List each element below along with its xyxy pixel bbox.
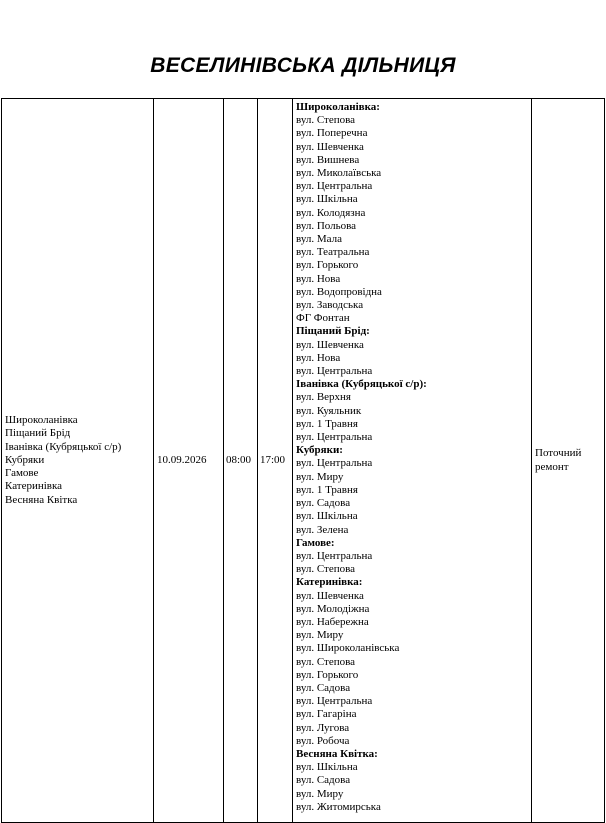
- street-item: вул. Колодязна: [296, 206, 366, 219]
- street-item: вул. Шевченка: [296, 589, 364, 602]
- street-item: вул. Мала: [296, 233, 342, 246]
- street-item: вул. Шкільна: [296, 761, 358, 774]
- settlements-cell: [2, 99, 154, 823]
- time-start-value: 08:00: [226, 453, 252, 466]
- street-item: вул. Центральна: [296, 180, 373, 193]
- street-item: вул. Центральна: [296, 431, 373, 444]
- settlements-list: [5, 414, 150, 506]
- street-item: вул. Садова: [296, 497, 351, 510]
- street-item: вул. Миру: [296, 470, 344, 483]
- street-item: вул. Куяльник: [296, 404, 362, 417]
- settlement-item: Катеринівка: [5, 480, 63, 493]
- street-item: вул. Широколанівська: [296, 642, 400, 655]
- work-type-cell: [532, 99, 605, 823]
- street-item: вул. Шевченка: [296, 338, 364, 351]
- village-heading: Іванівка (Кубряцької с/р):: [296, 378, 427, 391]
- street-item: вул. Центральна: [296, 457, 373, 470]
- work-type-value: Поточний ремонт: [535, 447, 582, 473]
- street-item: вул. Польова: [296, 219, 357, 232]
- table-row: [2, 99, 605, 823]
- village-heading: Весняна Квітка:: [296, 747, 378, 760]
- street-item: вул. Нова: [296, 272, 341, 285]
- street-item: вул. Миколаївська: [296, 167, 382, 180]
- street-item: вул. Горького: [296, 668, 359, 681]
- page-title: ВЕСЕЛИНІВСЬКА ДІЛЬНИЦЯ: [150, 54, 456, 77]
- street-item: вул. Горького: [296, 259, 359, 272]
- settlement-item: Широколанівка: [5, 414, 78, 427]
- settlement-item: Кубряки: [5, 453, 45, 466]
- street-item: вул. Центральна: [296, 365, 373, 378]
- street-item: вул. Нова: [296, 351, 341, 364]
- street-item: вул. Поперечна: [296, 127, 368, 140]
- street-item: ФГ Фонтан: [296, 312, 350, 325]
- outage-table: [1, 98, 605, 823]
- street-item: вул. Житомирська: [296, 800, 381, 813]
- street-item: вул. Садова: [296, 681, 351, 694]
- street-item: вул. Центральна: [296, 549, 373, 562]
- settlement-item: Гамове: [5, 467, 39, 480]
- street-item: вул. Заводська: [296, 299, 364, 312]
- street-item: вул. 1 Травня: [296, 417, 358, 430]
- street-item: вул. Лугова: [296, 721, 350, 734]
- village-heading: Піщаний Брід:: [296, 325, 370, 338]
- addresses-list: [296, 101, 528, 814]
- addresses-cell: [293, 99, 532, 823]
- settlement-item: Піщаний Брід: [5, 427, 71, 440]
- street-item: вул. Гагаріна: [296, 708, 357, 721]
- street-item: вул. Верхня: [296, 391, 351, 404]
- street-item: вул. Молодіжна: [296, 602, 370, 615]
- time-end-value: 17:00: [260, 453, 286, 466]
- street-item: вул. Шкільна: [296, 193, 358, 206]
- street-item: вул. Степова: [296, 655, 356, 668]
- street-item: вул. Вишнева: [296, 153, 360, 166]
- street-item: вул. Набережна: [296, 615, 369, 628]
- street-item: вул. Садова: [296, 774, 351, 787]
- village-heading: Гамове:: [296, 536, 335, 549]
- village-heading: Широколанівка:: [296, 101, 380, 113]
- street-item: вул. Шкільна: [296, 510, 358, 523]
- street-item: вул. Степова: [296, 563, 356, 576]
- settlement-item: Весняна Квітка: [5, 493, 78, 506]
- date-value: 10.09.2026: [157, 453, 207, 466]
- village-heading: Кубряки:: [296, 444, 343, 457]
- street-item: вул. Водопровідна: [296, 285, 382, 298]
- time-end-cell: [258, 99, 293, 823]
- street-item: вул. Робоча: [296, 734, 350, 747]
- street-item: вул. 1 Травня: [296, 483, 358, 496]
- street-item: вул. Театральна: [296, 246, 370, 259]
- street-item: вул. Степова: [296, 114, 356, 127]
- street-item: вул. Зелена: [296, 523, 349, 536]
- street-item: вул. Миру: [296, 629, 344, 642]
- time-start-cell: [224, 99, 258, 823]
- date-cell: [154, 99, 224, 823]
- street-item: вул. Шевченка: [296, 140, 364, 153]
- street-item: вул. Миру: [296, 787, 344, 800]
- village-heading: Катеринівка:: [296, 576, 363, 589]
- settlement-item: Іванівка (Кубряцької с/р): [5, 440, 122, 453]
- street-item: вул. Центральна: [296, 695, 373, 708]
